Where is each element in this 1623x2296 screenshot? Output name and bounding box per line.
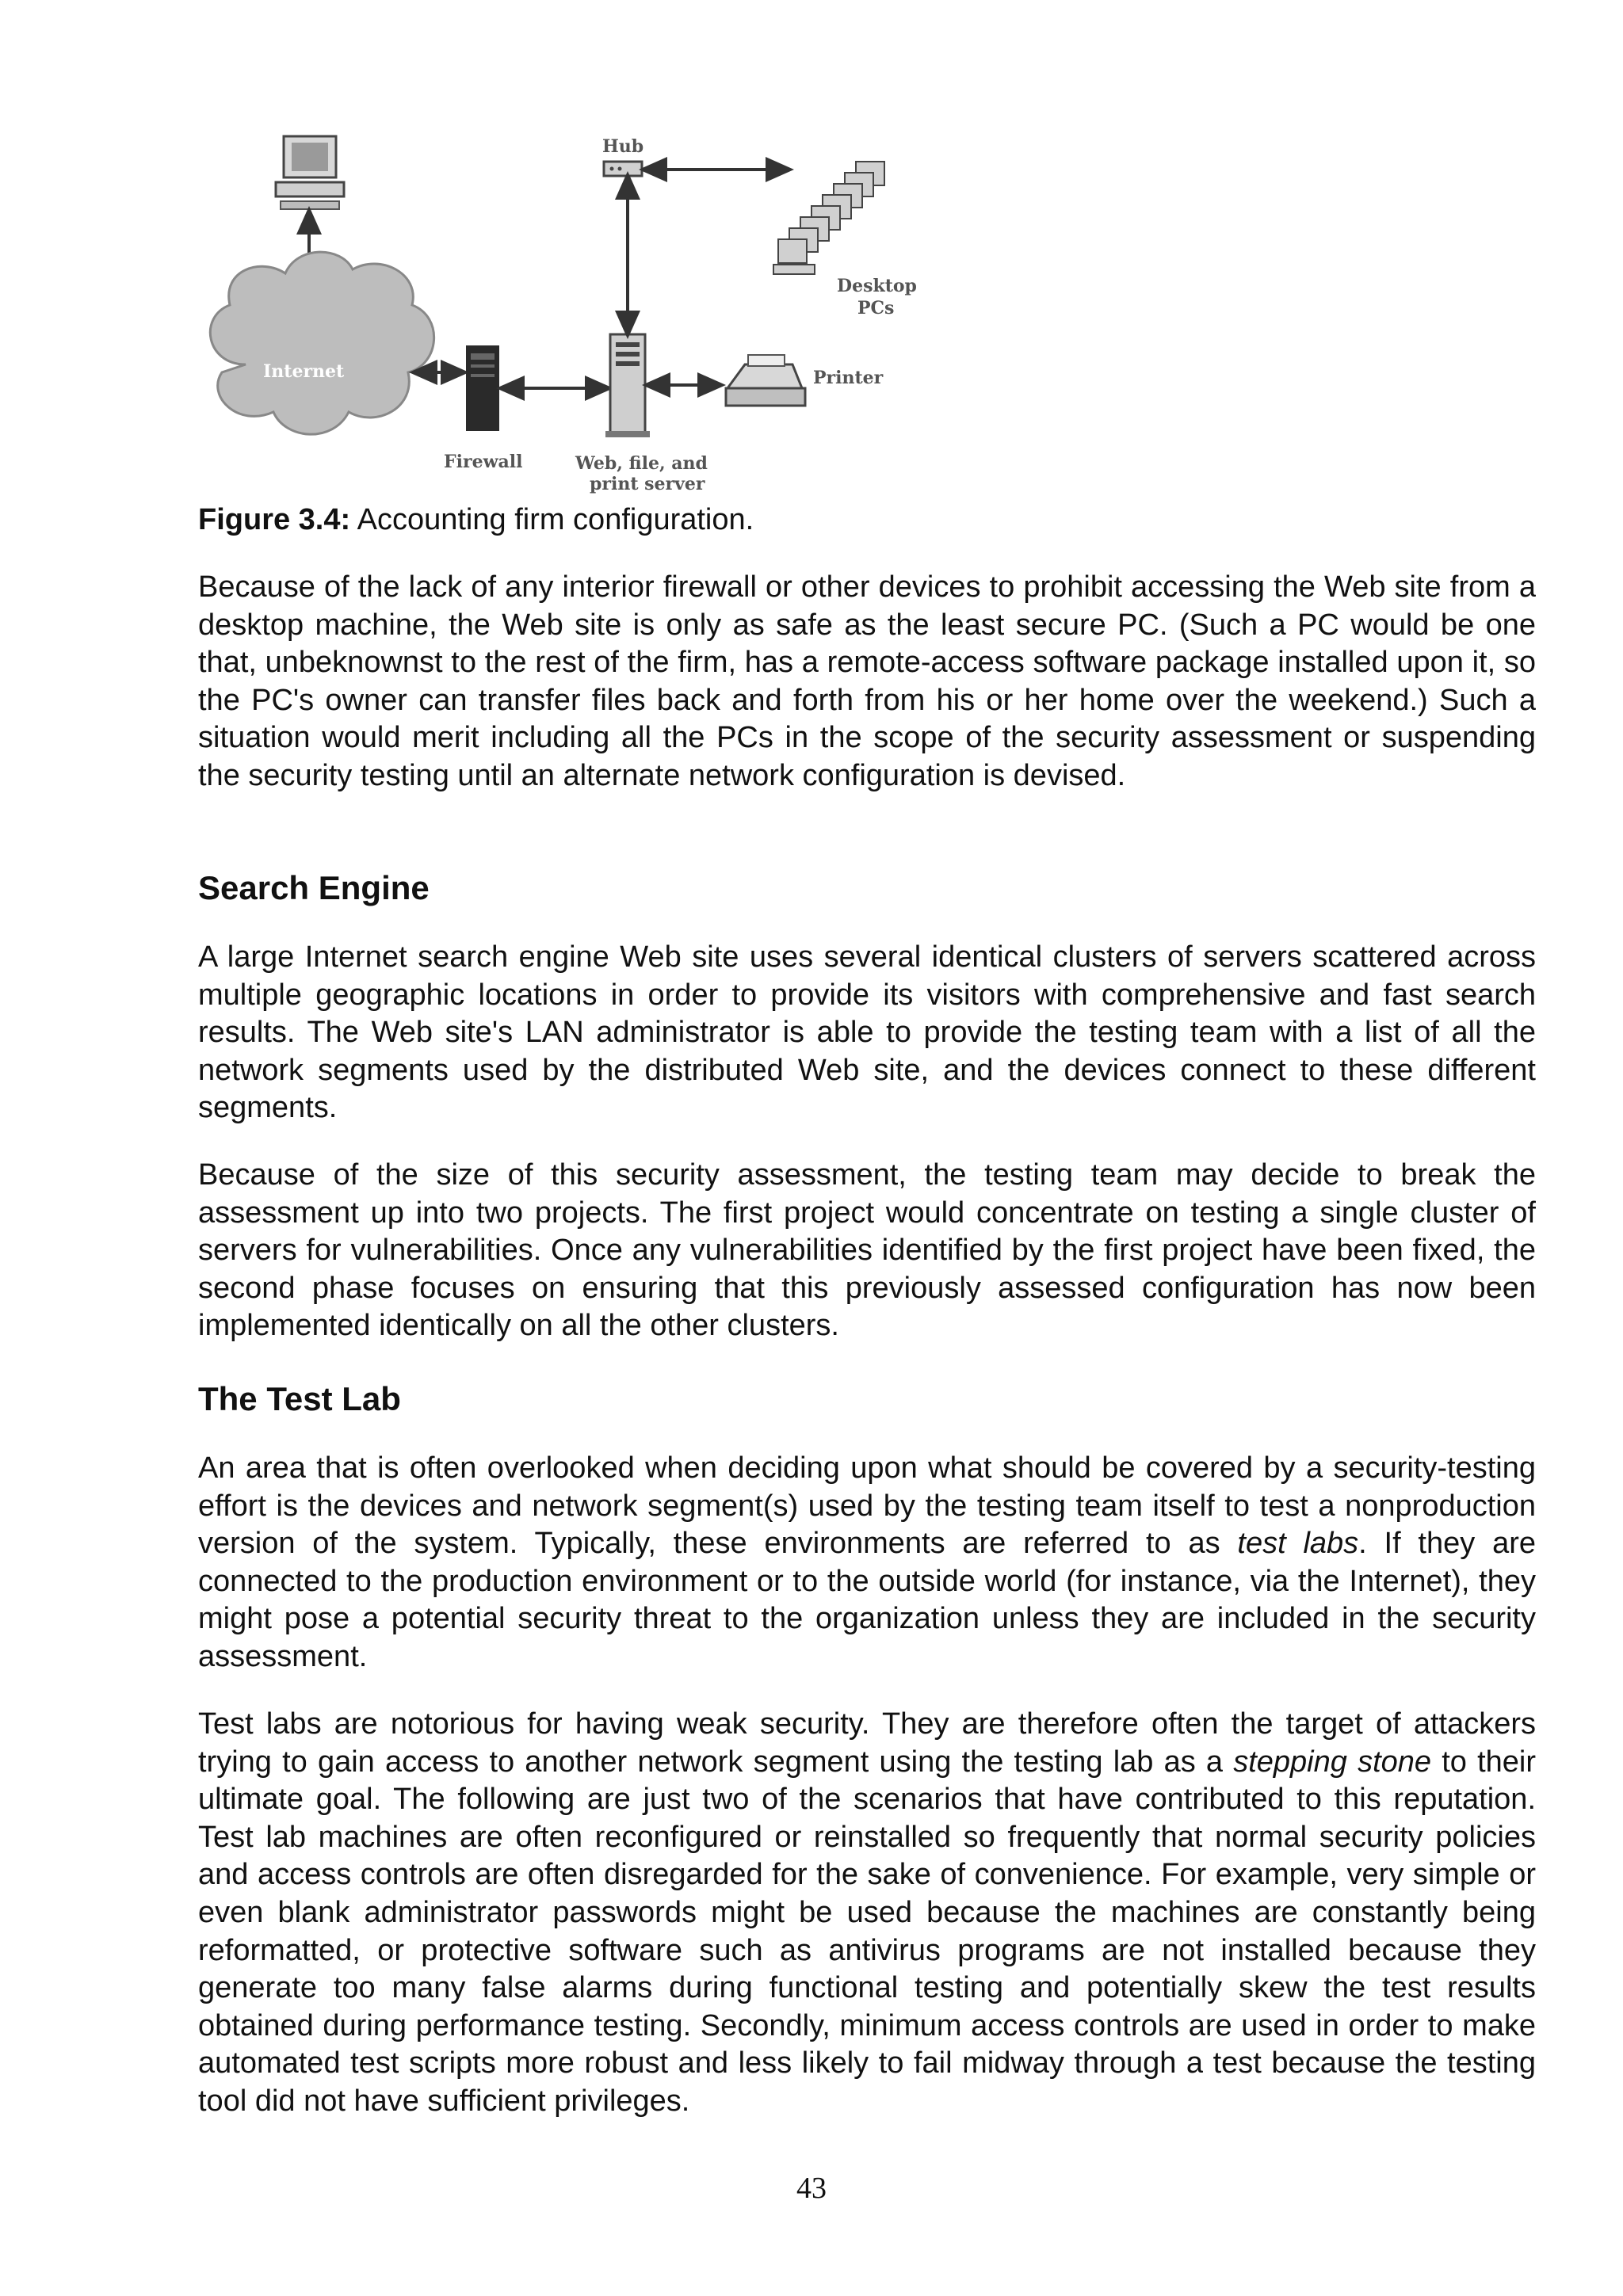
figure-caption-label: Figure 3.4: [198, 503, 351, 536]
desktop-pcs-label-line2: PCs [857, 298, 895, 318]
paragraph-search-engine-intro: A large Internet search engine Web site uses several identical clusters of servers scattered across multiple geographic locations in order to provide its visitors with comprehensive and fast search results. The Web site's LAN administrator is able to provide the testing team with a list of all the network segments used by the distributed Web site, and the devices connect to these different segments. [198, 940, 1536, 1125]
p5-emphasis-stepping-stone: stepping stone [1233, 1745, 1432, 1779]
p4-emphasis-test-labs: test labs [1237, 1527, 1359, 1561]
network-diagram-figure [190, 127, 951, 507]
hub-icon [604, 162, 642, 176]
figure-caption-text: Accounting firm configuration. [350, 503, 754, 536]
p5-text-start: Test labs are notorious for having weak security. They are therefore often the target of attackers trying to gain access to another network segment using the testing lab as a [198, 1707, 1536, 1779]
network-diagram [190, 127, 951, 507]
server-label-line1: Web, file, and [575, 453, 708, 474]
firewall-icon [466, 345, 499, 431]
p5-text-end: to their ultimate goal. The following are just two of the scenarios that have contributed to this reputation. Test lab machines are often reconfigured or reinstalled so frequently that normal security policies and access controls are often disregarded for the sake of convenience. For example, very simple or even blank administrator passwords might be used because the machines are constantly being reformatted, or protective software such as antivirus programs are not installed because they generate too many false alarms during functional testing and potentially skew the test results obtained during performance testing. Secondly, minimum access controls are used in order to make automated test scripts more robust and less likely to fail midway through a test because the testing tool did not have sufficient privileges. [198, 1745, 1537, 2118]
remote-pc-icon [276, 136, 344, 209]
section-heading-search-engine: Search Engine [198, 869, 430, 906]
paragraph-test-lab-intro [198, 1450, 1536, 1676]
server-label-line2: print server [590, 474, 705, 494]
paragraph-search-engine-projects: Because of the size of this security assessment, the testing team may decide to break the assessment up into two projects. The first project would concentrate on testing a single cluster of servers for vulnerabilities. Once any vulnerabilities identified by the first project have been fixed, the second phase focuses on ensuring that this previously assessed configuration has now been implemented identically on all the other clusters. [198, 1158, 1536, 1343]
paragraph-test-lab-security [198, 1706, 1536, 2121]
internet-cloud-icon [210, 252, 433, 434]
printer-label: Printer [813, 368, 884, 388]
p4-text-start: An area that is often overlooked when deciding upon what should be covered by a security-testing effort is the devices and network segment(s) used by the testing team itself to test a nonproduction version of the system. Typically, these environments are referred to as [198, 1451, 1536, 1561]
server-tower-icon [605, 334, 650, 437]
desktop-pcs-label-line1: Desktop [837, 276, 917, 296]
paragraph-accounting-firm: Because of the lack of any interior firewall or other devices to prohibit accessing the Web site from a desktop machine, the Web site is only as safe as the least secure PC. (Such a PC would be one that, unbeknownst to the rest of the firm, has a remote-access software package installed upon it, so the PC's owner can transfer files back and forth from his or her home over the weekend.) Such a situation would merit including all the PCs in the scope of the security assessment or suspending the security testing until an alternate network configuration is devised. [198, 570, 1536, 792]
desktop-pcs-icon [773, 162, 884, 274]
internet-label: Internet [263, 361, 345, 382]
printer-icon [726, 355, 805, 406]
p4-text-end: . If they are connected to the production environment or to the outside world (for instance, via the Internet), they might pose a potential security threat to the organization unless they are included in the security assessment. [198, 1527, 1536, 1673]
figure-caption [198, 501, 754, 539]
firewall-label: Firewall [444, 452, 523, 472]
section-heading-test-lab: The Test Lab [198, 1380, 401, 1417]
page-number: 43 [796, 2172, 827, 2205]
hub-label: Hub [602, 136, 644, 157]
